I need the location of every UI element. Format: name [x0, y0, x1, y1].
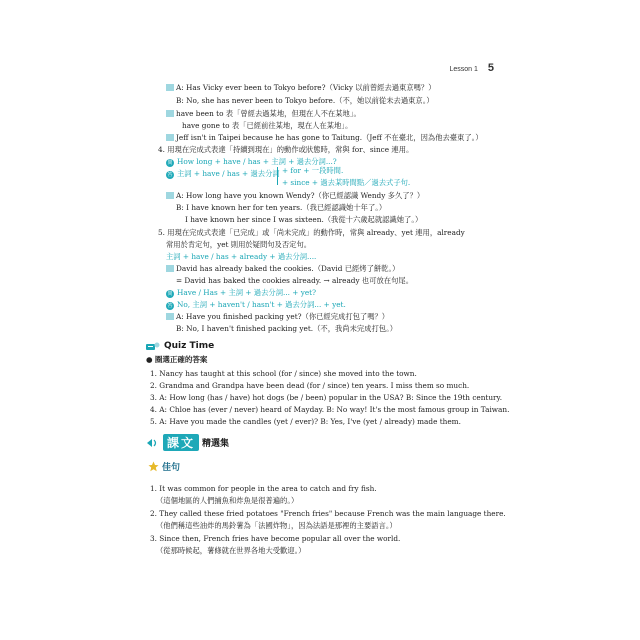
sentence-zh: （從那時候起，薯條就在世界各地大受歡迎。） — [156, 546, 306, 555]
lesson-label: Lesson 1 — [449, 66, 478, 73]
quiz-item: 5. A: Have you made the candles (yet / ever)? B: Yes, I've (yet / already) made them. — [150, 417, 461, 426]
grammar-line: B: I have known her for ten years.（我已經認識她十年了。） — [176, 203, 387, 212]
sub-title: 佳句 — [148, 460, 180, 473]
question-icon: 問 — [167, 291, 173, 297]
quiz-item: 3. A: How long (has / have) hot dogs (be / been) popular in the USA? B: Since the 19th century. — [150, 393, 503, 402]
sentence-zh: （他們稱這些油炸的馬鈴薯為「法國炸物」，因為法語是那裡的主要語言。） — [156, 521, 397, 530]
example-tag-icon — [166, 313, 174, 320]
formula-bracket — [277, 167, 281, 185]
quiz-instruction: ● 圈選正確的答案 — [146, 355, 208, 364]
bullet-icon: ● — [146, 355, 153, 364]
quiz-item: 2. Grandma and Grandpa have been dead (for / since) ten years. I miss them so much. — [150, 381, 470, 390]
grammar-line: B: No, she has never been to Tokyo before.（不，她以前從未去過東京。） — [176, 96, 434, 105]
quiz-badge-icon — [146, 342, 160, 351]
grammar-line: 常用於肯定句，yet 則用於疑問句及否定句。 — [166, 240, 312, 249]
sentence-en: 2. They called these fried potatoes "French fries" because French was the main language there. — [150, 509, 506, 518]
page-number: 5 — [487, 62, 494, 74]
grammar-line: have been to 表「曾經去過某地，但現在人不在某地」。 — [166, 109, 361, 119]
quiz-title: Quiz Time — [146, 341, 214, 351]
section-title: 課文 精選集 — [146, 434, 229, 451]
grammar-line: A: How long have you known Wendy?（你已經認識 Wendy 多久了？） — [166, 191, 424, 201]
formula-since: + since + 過去某時間點／過去式子句. — [282, 178, 411, 187]
formula-answer: 答 No, 主詞 + haven't / hasn't + 過去分詞... + yet. — [167, 300, 346, 309]
answer-icon: 答 — [167, 172, 173, 178]
note-tag-icon — [166, 110, 174, 117]
formula-question: 問 Have / Has + 主詞 + 過去分詞... + yet? — [167, 288, 316, 297]
grammar-point: 4. 用現在完成式表達「持續到現在」的動作或狀態時，常與 for、since 連用。 — [158, 145, 414, 154]
grammar-point: 5. 用現在完成式表達「已完成」或「尚未完成」的動作時，常與 already、yet 連用，already — [158, 228, 465, 237]
example-tag-icon — [166, 192, 174, 199]
example-tag-icon — [166, 265, 174, 272]
example-tag-icon — [166, 84, 174, 91]
grammar-line: I have known her since I was sixteen.（我從十六歲起就認識她了。） — [185, 215, 423, 224]
formula-answer: 答 主詞 + have / has + 過去分詞 — [167, 169, 280, 178]
example-tag-icon — [166, 134, 174, 141]
quiz-item: 4. A: Chloe has (ever / never) heard of Mayday. B: No way! It's the most famous group in Taiwan. — [150, 405, 510, 414]
grammar-line: Jeff isn't in Taipei because he has gone to Taitung.（Jeff 不在臺北，因為他去臺東了。） — [166, 133, 483, 143]
grammar-line: A: Have you finished packing yet?（你已經完成打包了嗎？） — [166, 312, 389, 322]
quiz-item: 1. Nancy has taught at this school (for / since) she moved into the town. — [150, 369, 417, 378]
grammar-line: = David has baked the cookies already. → already 也可放在句尾。 — [176, 276, 413, 285]
formula-already: 主詞 + have / has + already + 過去分詞.... — [166, 252, 317, 261]
formula-question: 問 How long + have / has + 主詞 + 過去分詞...? — [167, 157, 337, 166]
grammar-line: have gone to 表「已經前往某地，現在人在某地」。 — [182, 121, 353, 130]
star-icon — [148, 461, 159, 472]
grammar-line: David has already baked the cookies.（David 已經烤了餅乾。） — [166, 264, 399, 274]
formula-for: + for + 一段時間. — [282, 166, 344, 175]
sentence-zh: （這個地區的人們捕魚和炸魚是很普遍的。） — [156, 496, 299, 505]
page-header — [449, 62, 494, 74]
grammar-line: A: Has Vicky ever been to Tokyo before?（Vicky 以前曾經去過東京嗎？） — [166, 83, 436, 93]
question-icon: 問 — [167, 160, 173, 166]
answer-icon: 答 — [167, 303, 173, 309]
sentence-en: 1. It was common for people in the area to catch and fry fish. — [150, 484, 377, 493]
grammar-line: B: No, I haven't finished packing yet.（不，我尚未完成打包。） — [176, 324, 398, 333]
sentence-en: 3. Since then, French fries have become popular all over the world. — [150, 534, 401, 543]
speaker-icon — [146, 436, 160, 450]
